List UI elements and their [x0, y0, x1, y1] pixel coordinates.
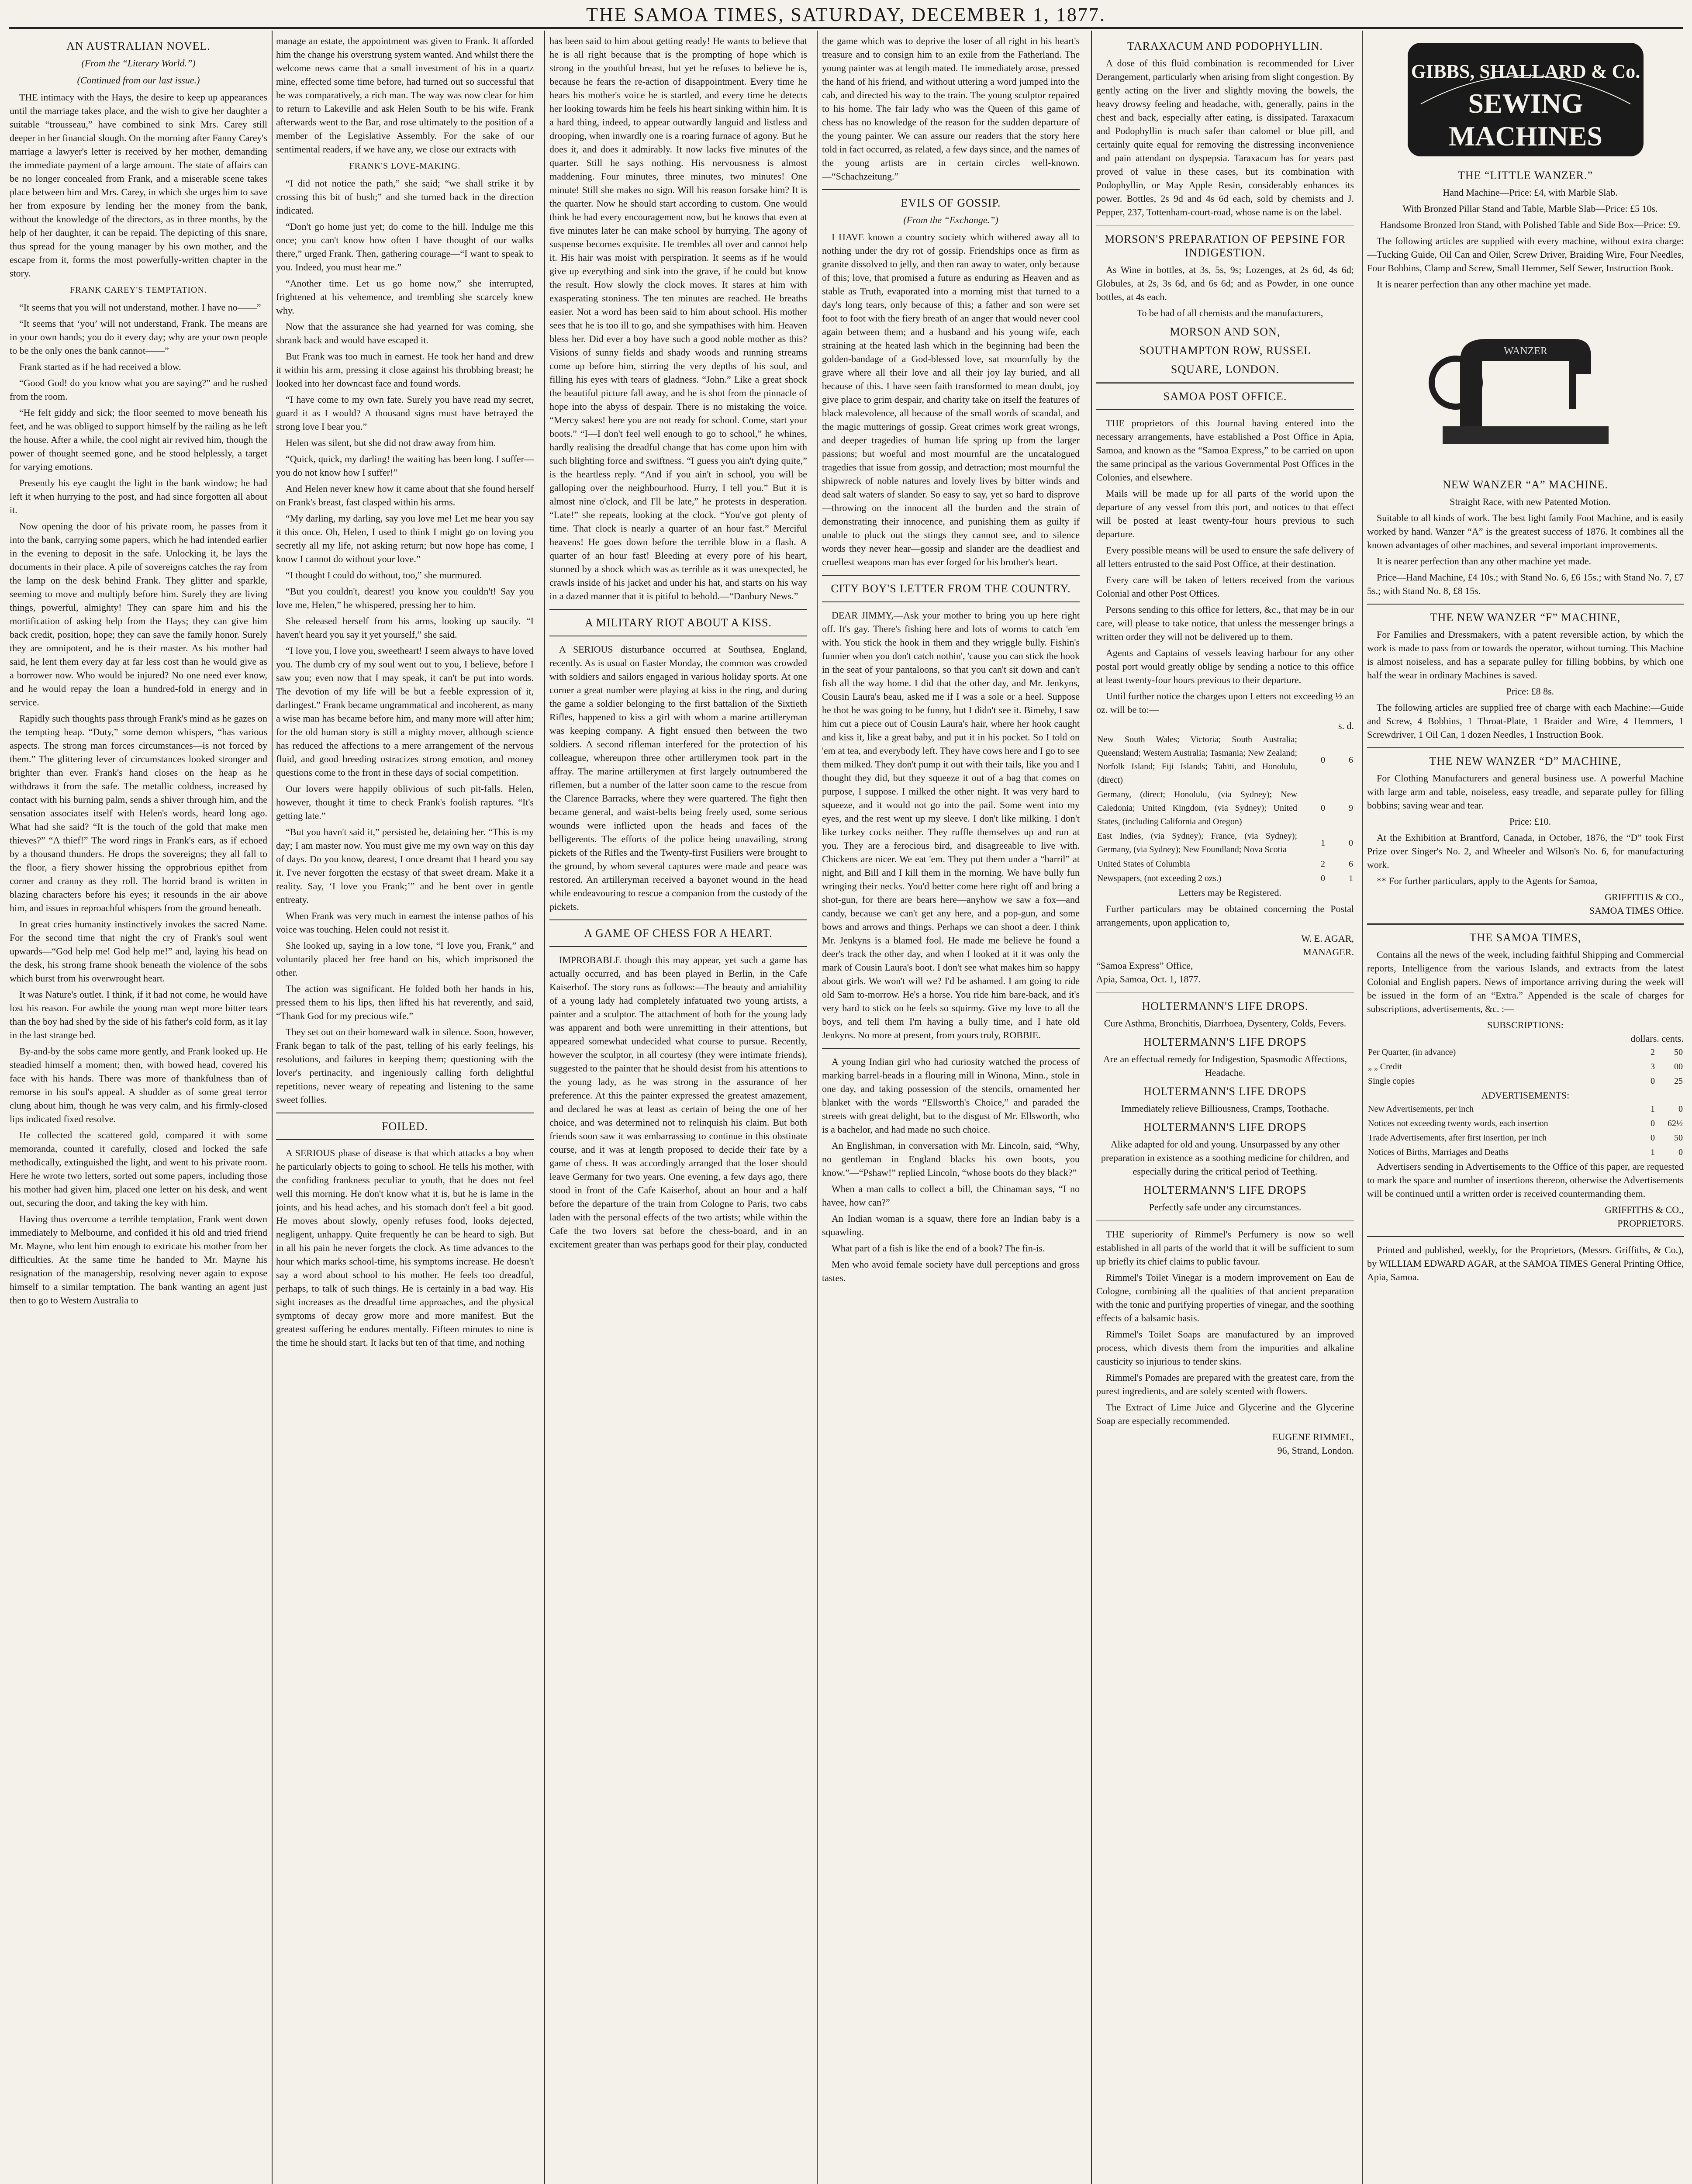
rate-row [1096, 733, 1354, 788]
ad-address: SOUTHAMPTON ROW, RUSSEL [1139, 344, 1311, 357]
section-divider [822, 189, 1080, 190]
subscription-row [1367, 1074, 1684, 1089]
paragraph: For Families and Dressmakers, with a patent reversible action, by which the work is made to pass from or towards the operator, without turning. This Machine is almost noiseless, and has a separate pulley for filling bobbins, by which one half the wear in ordinary Machines is saved. [1367, 629, 1684, 681]
column-6 [1367, 34, 1684, 2184]
paragraph: She looked up, saying in a low tone, “I love you, Frank,” and voluntarily placed her free hand on his, which imprisoned the other. [276, 940, 534, 978]
rate-row-s: 2 [1321, 859, 1325, 869]
rate-row-dest: Germany, (direct; Honolulu, (via Sydney); New Caledonia; United Kingdom, (via Sydney); United States, (including California and Oregon) [1097, 790, 1297, 826]
rate-row-d: 9 [1349, 803, 1353, 813]
paragraph: The following articles are supplied free of charge with each Machine:—Guide and Screw, 4 Bobbins, 1 Throat-Plate, 1 Braider and Wire, 4 Hemmers, 1 Screwdriver, 1 Oil Can, 1 dozen Needles, 1 Instruction Book. [1367, 702, 1684, 740]
paragraph: “I love you, I love you, sweetheart! I seem always to have loved you. The dumb cry of my soul went out to you, I believe, before I saw you; even now that I may speak, it can't be put into words. The devotion of my life will be but a feeble expression of it, darlingest.” Frank became ungrammatical and incoherent, as many a wise man has became before him, and many more will after him; for the old human story is still a mighty mover, although science has reduced the affections to a mere arrangement of the nervous fluid, and good breeding ostracizes strong emotion, and money questions come to the front in these days of social competition. [276, 645, 534, 778]
paragraph: “I have come to my own fate. Surely you have read my secret, guard it as I would? A thousand signs must have betrayed the strong love I bear you.” [276, 394, 534, 432]
subscription-row-dollars: 0 [1651, 1076, 1655, 1086]
signature-address: 96, Strand, London. [1277, 1445, 1354, 1456]
rate-row [1096, 857, 1354, 871]
paragraph: “But you havn't said it,” persisted he, detaining her. “This is my day; I am master now. You must give me my own way on this day of days. Do you know, dearest, I once dreamt that I heard you say it. I've never forgotten the ecstasy of that sweet dream. Make it a reality. Say, ‘I love you Frank;’” and he bent over in gentle entreaty. [276, 826, 534, 905]
column-4 [822, 34, 1080, 2184]
paragraph: Rapidly such thoughts pass through Frank's mind as he gazes on the tempting heap. “Duty,” some demon whispers, “has various aspects. The strong man forces circumstances—is not forced by them.” The glittering lever of circumstances looked stronger and brighter than ever. Frank's hand closes on the heap as he withdraws it from the safe. The metallic coldness, increased by contact with his burning palm, sends a shiver through him, and the sensation associates itself with Helen's words, heard long ago. What had she said? “It is the touch of the gold that make men thieves?” “A thief!” The word rings in Frank's ears, as if echoed by a thousand thunders. He drops the sovereigns; they all fall to the floor, a fiery shower hissing the opprobrious epithet from corner and cranny as they roll. The horrid brand is written in blazing characters before his eyes; it resounds in the air above him, and issues in reproachful whispers from the ground beneath. [10, 713, 267, 913]
rate-row-dest: East Indies, (via Sydney); France, (via Sydney); Germany, (via Sydney); New Foundland; Nova Scotia [1097, 831, 1297, 854]
sewing-machine-illustration [1425, 295, 1626, 470]
ad-title: THE NEW WANZER “F” MACHINE, [1430, 611, 1621, 624]
paragraph: “He felt giddy and sick; the floor seemed to move beneath his feet, and he was obliged to support himself by the railing as he left the house. After a while, the cool night air revived him, though the power of thought seemed gone, and he stood helplessly, a target for varying emotions. [10, 407, 267, 472]
ad-title: HOLTERMANN'S LIFE DROPS [1143, 1036, 1307, 1048]
section-divider [1367, 604, 1684, 605]
paragraph: It is nearer perfection than any other machine yet made. [1377, 279, 1592, 290]
rate-row-dest: New South Wales; Victoria; South Australia; Queensland; Western Australia; Tasmania; New Zealand; Norfolk Island; Fiji Islands; Tahiti, and Honolulu, (direct) [1097, 735, 1297, 785]
paragraph: A SERIOUS disturbance occurred at Southsea, England, recently. As is usual on Easter Monday, the common was crowded with soldiers and sailors engaged in various holiday sports. At one corner a great number were playing at kiss in the ring, and during the game a soldier belonging to the first battalion of the Sixtieth Rifles, happened to kiss a girl with whom a marine artilleryman was keeping company. A fight ensued then between the two soldiers. A second rifleman interfered for the protection of his colleague, whereupon three other artillerymen took part in the affray. The marine artillerymen at first largely outnumbered the riflemen, but a number of the latter soon came to the rescue from the Clarence Barracks, where they were quartered. The fight then became general, and waist-belts being freely used, some serious wounds were inflicted upon the heads and faces of the belligerents. The efforts of the police being unavailing, strong pickets of the Rifles and the Twenty-first Fusiliers were brought to the ground, by whom several captures were made and peace was restored. An artilleryman received a bayonet wound in the head while endeavouring to rescue a companion from the custody of the pickets. [549, 644, 807, 912]
paragraph: Price—Hand Machine, £4 10s.; with Stand No. 6, £6 15s.; with Stand No. 7, £7 5s.; with Stand No. 8, £8 15s. [1367, 572, 1684, 596]
paragraph: “My darling, my darling, say you love me! Let me hear you say it this once. Oh, Helen, I used to think I might go on loving you secretly all my life, not asking return; but now hope has come, I know I cannot do without your love.” [276, 513, 534, 564]
article-continued: (Continued from our last issue.) [77, 75, 200, 86]
paragraph: The Extract of Lime Juice and Glycerine and the Glycerine Soap are especially recommended. [1096, 1402, 1354, 1426]
advertisements-header: ADVERTISEMENTS: [1481, 1090, 1570, 1101]
signature-title: MANAGER. [1303, 947, 1354, 957]
advert-row-cents: 0 [1678, 1104, 1683, 1114]
paragraph: “But you couldn't, dearest! you know you couldn't! Say you love me, Helen,” he whispered, pressing her to him. [276, 586, 534, 610]
paragraph: They set out on their homeward walk in silence. Soon, however, Frank began to talk of the past, telling of his early feelings, his resolutions, and failures in keeping them; questioning with the lover's pertinacity, and ingeniously calling forth delightful repetitions, never weary of repeating and listening to the same sweet follies. [276, 1026, 534, 1105]
paragraph: A dose of this fluid combination is recommended for Liver Derangement, particularly when arising from slight congestion. By gently acting on the liver and slightly moving the bowels, the heavy drowsy feeling and headache, with, generally, pains in the chest and back, especially after eating, is dissipated. Taraxacum and Podophyllin is much safer than calomel or blue pill, and certainly quite equal for removing the distressing inconvenience and pain attendant on dyspepsia. Taraxacum has for years past proved of value in these cases, but its combination with Podophyllin, or May Apple Resin, considerably enhances its power. Bottles, 2s 9d and 4s 6d each, sold by chemists and J. Pepper, 237, Tottenham-court-road, whose name is on the label. [1096, 58, 1354, 218]
subscriptions-header: SUBSCRIPTIONS: [1487, 1019, 1564, 1030]
paragraph: “Good God! do you know what you are saying?” and he rushed from the room. [10, 377, 267, 402]
section-divider [1096, 992, 1354, 993]
paragraph: Every care will be taken of letters received from the various Colonial and other Post Offices. [1096, 574, 1354, 599]
section-divider [1096, 225, 1354, 226]
paragraph: Advertisers sending in Advertisements to the Office of this paper, are requested to mark the space and number of insertions thereon, otherwise the Advertisements will be continued until a written order is received countermanding them. [1367, 1161, 1684, 1199]
paragraph: To be had of all chemists and the manufacturers, [1136, 308, 1323, 318]
ad-sub: Cure Asthma, Bronchitis, Diarrhoea, Dysentery, Colds, Fevers. [1104, 1018, 1347, 1029]
advert-row [1367, 1131, 1684, 1145]
signature-name: W. E. AGAR, [1301, 933, 1354, 944]
article-title: CITY BOY'S LETTER FROM THE COUNTRY. [831, 582, 1071, 595]
paragraph: “It seems that ‘you’ will not understand, Frank. The means are in your own hands; you do it every day; why are your own people to be the only ones the bank cannot——” [10, 318, 267, 356]
ad-sub: Alike adapted for old and young. Unsurpassed by any other preparation in existence as a soothing medicine for children, and especially during the critical period of Teething. [1101, 1139, 1350, 1177]
paragraph: And Helen never knew how it came about that she found herself on Frank's breast, fast clasped within his arms. [276, 483, 534, 508]
paragraph: Now that the assurance she had yearned for was coming, she shrank back and would have escaped it. [276, 321, 534, 346]
signature-title: SAMOA TIMES Office. [1589, 905, 1684, 916]
paragraph: DEAR JIMMY,—Ask your mother to bring you up here right off. It's gay. There's fishing here and lots of worms to catch 'em with. You stick the hook in them and they wriggle bully. Fishin's funnier when you don't catch nothin', 'cause you can stick the hook in the seat of your pantaloons, so that you can't sit down and can't fish all the way home. I did that the other day, and Mr. Jenkyns, Cousin Laura's beau, asked me if I was a sole or a heel. Suppose he thot he was going to be funny, but I didn't see it. Bimeby, I saw him cut a piece out of Cousin Laura's hair, where her hook caught and kiss it, like a great baby, and put it in his pocket. So I told on 'em at tea, and everybody left. They have cows here and I go to see them milked. They don't pump it out with their tails, like you and I thought they did, but they squeeze it out of a bag that comes on purpose, I suppose. I milked the other night. It was very hard to squeeze, and it would not go into the pail. Some went into my eyes, and the rest went up my sleeve. I don't like milking. I don't like turkey cocks neither. They ruffle themselves up and run at you. They are a ferocious bird, and disagreeable to live with. Chickens are nicer. We eat 'em. They put them under a “barril” at night, and Bill and I kill them in the morning. We have bully fun wringing their necks. You'd better come here right off and bring a shot-gun, for there are bears here—anyhow we saw a fox—and candy, because we can't get any here, and a pop-gun, and some bows and arrows and things. Perhaps we can shoot a deer. I think Mr. Jenkyns is a blamed fool. He made me believe he found a deer's track the other day, and when I looked at it it was only the mark of Cousin Laura's boot. I don't see what makes him so happy about girls. We won't will we? I'd be ashamed. I am going to ride old Sam to-morrow. He's a horse. You ride him bare-back, and it's very hard to stick on he feels so squirmy. Give my love to all the boys, and tell them I'm having a bully time, and I hate old Jenkyns. No more at present, from yours truly, ROBBIE. [822, 610, 1080, 1040]
ad-title: NEW WANZER “A” MACHINE. [1443, 478, 1608, 491]
office-line: “Samoa Express” Office, [1096, 960, 1193, 971]
ad-sub: Immediately relieve Billiousness, Cramps, Toothache. [1121, 1103, 1329, 1114]
advert-row-label: New Advertisements, per inch [1368, 1104, 1474, 1114]
rate-row-dest: United States of Columbia [1097, 859, 1190, 869]
paragraph: An Indian woman is a squaw, there fore an Indian baby is a squawling. [822, 1213, 1080, 1237]
rate-row [1096, 829, 1354, 857]
paragraph: THE intimacy with the Hays, the desire to keep up appearances until the marriage takes place, and the wish to give her daughter a suitable “trousseau,” have combined to sink Mrs. Carey still deeper in her financial slough. On the morning after Fanny Carey's marriage a lawyer's letter is received by her mother, demanding the immediate payment of a large amount. The state of affairs can be no longer concealed from Frank, and a miserable scene takes place between him and Mrs. Carey, in which she urges him to save her from exposure by lending her the money from the bank, without the knowledge of the directors, as in three months, by the help of her daughter, it can be repaid. The depicting of this snare, thus spread for the young manager by his own mother, and the escape from it, forms the most powerfully-written chapter in the story. [10, 92, 267, 279]
advert-row-cents: 50 [1674, 1133, 1683, 1143]
paragraph: “Quick, quick, my darling! the waiting has been long. I suffer—you do not know how I suffer!” [276, 453, 534, 478]
paragraph: “I did not notice the path,” she said; “we shall strike it by crossing this bit of bush;” and she turned back in the direction indicated. [276, 178, 534, 216]
paragraph: An Englishman, in conversation with Mr. Lincoln, said, “Why, no gentleman in England blacks his own boots, you know.”—“Pshaw!” replied Lincoln, “whose boots do they black?” [822, 1140, 1080, 1178]
section-divider [549, 946, 807, 947]
logo-line-1: GIBBS, SHALLARD & Co. [1411, 61, 1640, 82]
paragraph: Price: £8 8s. [1506, 686, 1554, 697]
paragraph: When Frank was very much in earnest the intense pathos of his voice was touching. Helen could not resist it. [276, 910, 534, 935]
paragraph: has been said to him about getting ready! He wants to believe that he is all right because that is the prompting of hope which is strong in the youthful breast, but yet he refuses to believe he is, because he fears the re-action of disappointment. Every time he hears his mother's voice he is startled, and every time he detects her looking towards him he feels his heart sinking within him. It is a hard thing, indeed, to appear outwardly languid and listless and drooping, when inwardly one is a roaring furnace of agony. But he does it, and does it admirably. It now lacks five minutes of the quarter. Still he says nothing. His nervousness is almost maddening. Four minutes, three minutes, two minutes! One minute! Still she makes no sign. Will his reason forsake him? It is the quarter. Now he should start according to custom. One would think he had every encouragement now, but he knows that even at five minutes later he can make school by hurrying. The agony of suspense becomes exquisite. He trembles all over and cannot help it. His hair was moist with perspiration. It seems as if he would give up everything and sink into the grave, if he could but know the result. How slowly the clock moves. It stares at him with exasperating stoniness. The ten minutes are reached. He breaths easier. Not a word has been said to him about school. His mother sees that he is too ill to go, and she sympathises with him. Heaven bless her. Did ever a boy have such a good noble mother as this? Visions of sunny fields and shady woods and running streams come up before him, stirring the very depths of his soul, and filling his eyes with tears of gladness. “John.” Like a great shock the beautiful picture fall away, and he is shot from the pinnacle of hope into the abyss of despair. There is no mistaking the voice. “Mercy sakes! here you are not ready for school. Come, start your boots.” “I—I don't feel well enough to go to school,” he whines, hardly realising the dreadful change that has come upon him with such blighting force and swiftness. “I guess you ain't dying quite,” is the heartless reply. “And if you ain't in school, you will be galloping over the neighbourhood. Hurry, I tell you.” But it is almost nine o'clock, and I'll be late,” he protests in desperation. “Late!” she repeats, looking at the clock. “You've got plenty of time. That clock is nearly a quarter of an hour fast.” Merciful heavens! He goes down before the terrible blow in a flash. A quarter of an hour fast! Bleeding at every pore of his heart, stunned by a shock which was as terrible as it was unexpected, he crawls inside of his jacket and under his hat, and starts on his way in a dazed manner that it is pitiful to behold.—“Danbury News.” [549, 35, 807, 601]
paragraph: He collected the scattered gold, compared it with some memoranda, counted it carefully, closed and locked the safe methodically, extinguished the light, and went to his private room. Here he wrote two letters, sorted out some papers, including those his mother had given him, placed one letter on his desk, and went out, securing the door, and taking the key with him. [10, 1130, 267, 1208]
paragraph: Having thus overcome a terrible temptation, Frank went down immediately to Melbourne, and confided it his old and tried friend Mr. Mayne, who lent him enough to extricate his mother from her difficulties. At the same time he handed to Mr. Mayne his resignation of the managership, resolving never again to expose himself to a similar temptation. The bank wanting an agent just then to go to Western Australia to [10, 1213, 267, 1306]
ad-title: HOLTERMANN'S LIFE DROPS [1143, 1121, 1307, 1133]
advert-row [1367, 1145, 1684, 1160]
rate-row-d: 6 [1349, 755, 1353, 765]
machine-label: WANZER [1503, 346, 1547, 357]
advert-row-label: Notices not exceeding twenty words, each insertion [1368, 1119, 1548, 1128]
section-divider [822, 1048, 1080, 1049]
rate-row-d: 0 [1349, 838, 1353, 848]
ad-address: SQUARE, LONDON. [1171, 363, 1280, 376]
sewing-machine-icon [1425, 295, 1626, 470]
signature-name: EUGENE RIMMEL, [1272, 1431, 1354, 1442]
paragraph: Mails will be made up for all parts of the world upon the departure of any vessel from this port, and notices to that effect will be posted at least twenty-four hours previous to such departure. [1096, 488, 1354, 539]
section-divider [822, 575, 1080, 576]
sewing-machines-logo [1403, 38, 1648, 161]
rate-row-dest: Newspapers, (not exceeding 2 ozs.) [1097, 874, 1222, 883]
column-5 [1096, 34, 1354, 2184]
paragraph: Contains all the news of the week, including faithful Shipping and Commercial reports, Intelligence from the various Islands, and extracts from the latest Colonial and English papers. News of importance arriving during the week will be issued in the form of an “Extra.” Appended is the scale of charges for subscriptions, advertisements, &c. :— [1367, 949, 1684, 1014]
paragraph: It was Nature's outlet. I think, if it had not come, he would have lost his reason. For awhile the young man wept more bitter tears than the boy had shed by the side of his father's cold form, as it lay in the last strange bed. [10, 989, 267, 1040]
masthead-rule [9, 27, 1683, 29]
subscription-row-label: Single copies [1368, 1076, 1415, 1086]
date-line: Apia, Samoa, Oct. 1, 1877. [1096, 974, 1201, 985]
paragraph: “Another time. Let us go home now,” she interrupted, frightened at his vehemence, and trembling she scarcely knew why. [276, 278, 534, 316]
ad-title: MORSON'S PREPARATION OF PEPSINE FOR INDIGESTION. [1105, 233, 1346, 259]
advert-row [1367, 1102, 1684, 1116]
subscription-row-label: Per Quarter, (in advance) [1368, 1047, 1456, 1057]
paragraph: “Don't go home just yet; do come to the hill. Indulge me this once; you can't know how often I have thought of our walks there,” urged Frank. Then, gathering courage—“I want to speak to you. Indeed, you must hear me.” [276, 221, 534, 273]
rate-row-d: 1 [1349, 874, 1353, 883]
column-1 [10, 34, 267, 2184]
paragraph: The following articles are supplied with every machine, without extra charge:—Tucking Guide, Oil Can and Oiler, Screw Driver, Braiding Wire, Four Needles, Four Bobbins, Clamp and Screw, Small Hemmer, Self Sewer, Instruction Book. [1367, 235, 1684, 273]
paragraph: Men who avoid female society have dull perceptions and gross tastes. [822, 1259, 1080, 1283]
subscription-row-dollars: 2 [1651, 1047, 1655, 1057]
column-rule [544, 31, 545, 2184]
rate-row-d: 6 [1349, 859, 1353, 869]
paragraph: Every possible means will be used to ensure the safe delivery of all letters entrusted to the said Post Office, at their destination. [1096, 545, 1354, 569]
logo-emblem [1403, 38, 1648, 161]
paragraph: The action was significant. He folded both her hands in his, pressed them to his lips, then lifted his hat reverently, and said, “Thank God for my precious wife.” [276, 983, 534, 1021]
paragraph: Rimmel's Pomades are prepared with the greatest care, from the purest ingredients, and are solely scented with flowers. [1096, 1372, 1354, 1396]
paragraph: Further particulars may be obtained concerning the Postal arrangements, upon application to, [1096, 903, 1354, 928]
column-rule [1091, 31, 1092, 2184]
paragraph: As Wine in bottles, at 3s, 5s, 9s; Lozenges, at 2s 6d, 4s 6d; Globules, at 2s, 3s 6d, and 6s 6d; and as Powder, in one ounce bottles, at 4s each. [1096, 264, 1354, 302]
signature-name: GRIFFITHS & CO., [1605, 1204, 1684, 1215]
ad-sub: Perfectly safe under any circumstances. [1149, 1202, 1302, 1213]
advert-row-cents: 62½ [1668, 1119, 1683, 1128]
logo-line-2: SEWING [1468, 88, 1583, 119]
column-2 [276, 34, 534, 2184]
paragraph: Handsome Bronzed Iron Stand, with Polished Table and Side Box—Price: £9. [1380, 219, 1681, 230]
ad-title: THE SAMOA TIMES, [1469, 931, 1582, 944]
subscription-row-label: „ „ Credit [1368, 1062, 1402, 1071]
paragraph: Rimmel's Toilet Vinegar is a modern improvement on Eau de Cologne, combining all the qualities of that ancient preparation with the tonic and purifying properties of vinegar, and the soothing effects of a balsamic basis. [1096, 1272, 1354, 1324]
paragraph: Agents and Captains of vessels leaving harbour for any other postal port would greatly oblige by sending a notice to this office at least twenty-four hours previous to their departure. [1096, 647, 1354, 685]
ad-title: TARAXACUM AND PODOPHYLLIN. [1127, 40, 1323, 52]
paragraph: A SERIOUS phase of disease is that which attacks a boy when he particularly objects to going to school. He tells his mother, with the confiding frankness peculiar to youth, that he does not feel well this morning. He don't know what it is, but he is lame in the joints, and his head aches, and his stomach don't feel a bit good. He moves about slowly, openly refuses food, looks dejected, negligent, unhappy. Quite frequently he can be heard to sigh. But in all his pain he never forgets the clock. As time advances to the hour which marks school-time, his symptoms increase. He doesn't say a word about school to his mother. He feels too dreadful, perhaps, to talk of such things. He is certainly in a bad way. His sight increases as the dreadful time approaches, and the physical symptoms of decay grow more and more manifest. But the greatest suffering he endures mentally. Fifteen minutes to nine is the time he should start. It lacks but ten of that time, and nothing [276, 1147, 534, 1348]
paragraph: For Clothing Manufacturers and general business use. A powerful Machine with large arm and table, noiseless, easy treadle, and separate pulley for filling bobbins; saving wear and tear. [1367, 773, 1684, 811]
ad-title: HOLTERMANN'S LIFE DROPS [1143, 1184, 1307, 1196]
paragraph: IMPROBABLE though this may appear, yet such a game has actually occurred, and has been played in Berlin, in the Cafe Kaiserhof. The story runs as follows:—The beauty and amiability of a young lady had completely infatuated two young artists, a painter and a sculptor. The attachment of both for the young lady was apparent and both were unremitting in their attentions, but appeared somewhat undecided what course to pursue. Recently, however the sculptor, in all courtesy (they were intimate friends), suggested to the painter that he should desist from his attentions to the young lady, as he was strong in the assurance of her preference. At this the painter expressed the greatest amazement, and declared he was at least as certain of being the one of her choice, and was determined not to relinquish his claim. But both friends soon saw it was embarrassing to continue in this obstinate course, and it was at length proposed to decide their fate by a game of chess. It was accordingly arranged that the loser should leave Germany for two years. One evening, a few days ago, there stood in front of the Cafe Kaiserhof, about an hour and a half before the departure of the train from Cologne to Paris, two cabs laden with the personal effects of the two artists; while within the Cafe the two lovers sat before the chess-board, and in an excitement greater than was perhaps good for their play, conducted [549, 954, 807, 1250]
rates-header: s. d. [1338, 720, 1354, 731]
section-subhead: FRANK CAREY'S TEMPTATION. [70, 285, 207, 295]
subscription-row [1367, 1045, 1684, 1060]
advert-row-label: Trade Advertisements, after first insertion, per inch [1368, 1133, 1547, 1143]
paragraph: Straight Race, with new Patented Motion. [1450, 496, 1611, 507]
paragraph: By-and-by the sobs came more gently, and Frank looked up. He steadied himself a moment; then, with bowed head, covered his face with his hands. There was more of thankfulness than of remorse in his soul's appeal. A shudder as of some great terror clung about him, though he was very calm, and his firmly-closed lips indicated fixed resolve. [10, 1046, 267, 1124]
paragraph: Price: £10. [1509, 816, 1551, 827]
rate-row [1096, 871, 1354, 886]
column-3 [549, 34, 807, 2184]
signature-title: PROPRIETORS. [1617, 1218, 1684, 1229]
section-divider [1367, 747, 1684, 748]
section-divider [1367, 1236, 1684, 1237]
advert-row-dollars: 0 [1651, 1133, 1655, 1143]
paragraph: Suitable to all kinds of work. The best light family Foot Machine, and is easily worked by hand. Wanzer “A” is the greatest success of 1876. It combines all the known advantages of other machines, and several important improvements. [1367, 512, 1684, 550]
subscription-row-cents: 25 [1674, 1076, 1683, 1086]
ad-firm: MORSON AND SON, [1170, 325, 1281, 338]
ad-title: HOLTERMANN'S LIFE DROPS [1143, 1085, 1307, 1098]
paragraph: Persons sending to this office for letters, &c., that may be in our care, will please to take notice, that unless the messenger brings a written order they will not be delivered up to them. [1096, 604, 1354, 642]
paragraph: With Bronzed Pillar Stand and Table, Marble Slab—Price: £5 10s. [1402, 203, 1658, 214]
paragraph: At the Exhibition at Brantford, Canada, in October, 1876, the “D” took First Prize over Singer's No. 2, and Wheeler and Wilson's No. 6, for manufacturing work. [1367, 832, 1684, 870]
paragraph: It is nearer perfection than any other machine yet made. [1377, 556, 1592, 567]
article-title: EVILS OF GOSSIP. [901, 197, 1001, 209]
subscription-row-cents: 50 [1674, 1047, 1683, 1057]
section-divider [1367, 923, 1684, 925]
units-header: dollars. cents. [1630, 1033, 1684, 1044]
paragraph: In great cries humanity instinctively invokes the sacred Name. For the second time that night the cry of Frank's soul went upwards—“God help me! God help me!” and, laying his head on the desk, his strong frame shook beneath the violence of the sobs which burst from his overwrought heart. [10, 919, 267, 984]
subscription-row-cents: 00 [1674, 1062, 1683, 1071]
logo-line-3: MACHINES [1448, 121, 1602, 152]
section-divider [1096, 382, 1354, 384]
paragraph: “It seems that you will not understand, mother. I have no——” [19, 302, 261, 313]
ad-title: SAMOA POST OFFICE. [1163, 390, 1287, 403]
article-title: A GAME OF CHESS FOR A HEART. [584, 927, 773, 940]
article-source: (From the “Exchange.”) [903, 214, 998, 225]
column-rule [817, 31, 818, 2184]
advert-row-dollars: 1 [1651, 1104, 1655, 1114]
article-title: A MILITARY RIOT ABOUT A KISS. [584, 616, 772, 629]
article-source: (From the “Literary World.”) [81, 58, 196, 69]
subscriptions-table [1367, 1045, 1684, 1089]
advert-row [1367, 1116, 1684, 1131]
paragraph: Our lovers were happily oblivious of such pit-falls. Helen, however, thought it time to check Frank's foolish raptures. “It's getting late.” [276, 783, 534, 821]
rate-row-s: 0 [1321, 874, 1325, 883]
postal-rates-table [1096, 733, 1354, 886]
paragraph: I HAVE known a country society which withered away all to nothing under the dry rot of gossip. Friendships once as firm as granite dissolved to jelly, and then ran away to water, only because of this; love, that promised a future as enduring as Heaven and as stable as Truth, evaporated into a morning mist that turned to a day's long tears, only because of this; a father and son were set foot to foot with the fiery breath of an anger that would never cool again between them; and a husband and his young wife, each straining at the heated lash which in the beginning had been the golden-bandage of a God-blessed love, sat mournfully by the grave where all their love and all their joy lay buried, and all because of this. I have seen faith transformed to mean doubt, joy give place to grim despair, and charity take on itself the features of black malevolence, all because of the small words of scandal, and the magic mutterings of gossip. Great crimes work great wrongs, and deeper tragedies of human life spring up from the larger passions; but woeful and most mournful are the uncatalogued tragedies that issue from gossip, and detraction; most mournful the shipwreck of noble natures and lovely lives by bitter winds and dead salt waters of slander. So easy to say, yet so hard to disprove—throwing on the innocent all the burden and the strain of demonstrating their innocence, and punishing them as guilty if unable to pluck out the stings they cannot see, and to silence words they never hear—gossip and slander are the deadliest and cruellest weapons man has ever forged for his brother's heart. [822, 232, 1080, 567]
article-title: AN AUSTRALIAN NOVEL. [66, 40, 211, 52]
paragraph: Rimmel's Toilet Soaps are manufactured by an improved process, which divests them from the impurities and alkaline causticity so injurious to tender skins. [1096, 1329, 1354, 1367]
imprint: Printed and published, weekly, for the Proprietors, (Messrs. Griffiths, & Co.), by WILLIAM EDWARD AGAR, at the SAMOA TIMES General Printing Office, Apia, Samoa. [1367, 1244, 1684, 1282]
subscription-row [1367, 1060, 1684, 1074]
paragraph: Helen was silent, but she did not draw away from him. [286, 437, 496, 448]
paragraph: THE superiority of Rimmel's Perfumery is now so well established in all parts of the world that it will be sufficient to sum up briefly its chief claims to public favour. [1096, 1229, 1354, 1267]
advert-row-dollars: 1 [1651, 1147, 1655, 1157]
rate-row-s: 1 [1321, 838, 1325, 848]
section-divider [549, 919, 807, 920]
paragraph: manage an estate, the appointment was given to Frank. It afforded him the change his overstrung system wanted. And whilst there the welcome news came that a small investment of his in a quartz mine, effected some time before, had turned out so successful that he was comparatively, a rich man. The way was now clear for him to return to Lakeville and ask Helen South to be his wife. Frank afterwards went to the Bar, and rose ultimately to the position of a member of the Legislative Assembly. For the sake of our sentimental readers, if we have any, we close our extracts with [276, 35, 534, 155]
paragraph: “I thought I could do without, too,” she murmured. [286, 570, 482, 581]
paragraph: What part of a fish is like the end of a book? The fin-is. [832, 1243, 1045, 1254]
section-divider [1096, 1220, 1354, 1221]
section-divider [822, 601, 1080, 602]
article-title: FOILED. [382, 1120, 428, 1133]
column-rule [272, 31, 273, 2184]
paragraph: When a man calls to collect a bill, the Chinaman says, “I no havee, how can?” [822, 1183, 1080, 1208]
paragraph: She released herself from his arms, looking up saucily. “I haven't heard you say it yet yourself,” she said. [276, 615, 534, 640]
paragraph: Frank started as if he had received a blow. [19, 361, 181, 372]
paragraph: the game which was to deprive the loser of all right in his heart's treasure and to consign him to an exile from the Fatherland. The young painter was at length mated. He immediately arose, pressed the hand of his friend, and without uttering a word jumped into the cab, and directed his way to the train. The young sculptor repaired to his home. The fair lady who was the Queen of this game of chess has no knowledge of the reason for the sudden departure of the young painter. We can assure our readers that the story here told in fact occurred, as related, a few days since, and the names of the young artists are in certain circles well-known.—“Schachzeitung.” [822, 35, 1080, 182]
ad-title: HOLTERMANN'S LIFE DROPS. [1142, 1000, 1309, 1013]
paragraph: Hand Machine—Price: £4, with Marble Slab. [1443, 187, 1618, 198]
ad-title: THE “LITTLE WANZER.” [1457, 169, 1593, 182]
paragraph: But Frank was too much in earnest. He took her hand and drew it within his arm, pressing it close against his throbbing breast; he looked into her downcast face and found words. [276, 351, 534, 389]
ad-sub: Are an effectual remedy for Indigestion, Spasmodic Affections, Headache. [1103, 1054, 1347, 1078]
advertisements-table [1367, 1102, 1684, 1160]
rate-row [1096, 788, 1354, 829]
advert-row-label: Notices of Births, Marriages and Deaths [1368, 1147, 1509, 1157]
paragraph: ** For further particulars, apply to the Agents for Samoa, [1377, 875, 1598, 886]
paragraph: Now opening the door of his private room, he passes from it into the bank, carrying some papers, which he had intended earlier in the evening to deposit in the safe. Unlocking it, he lays the documents in their place. A pile of sovereigns catches the ray from the lamp on the desk behind Frank. They glitter and sparkle, seeming to move and multiply before him. Surely they are living things, powerful, almighty! They can spare him and his the mortification of asking help from the Hays; they can give him back credit, position, hope; they can save the family honor. Surely they are omnipotent, and he is their master. As his mother had said, he lent them every day at far less cost than he would give as a borrower now. Who would be injured? No one need ever know, and he would repay the loan a hundred-fold in energy and in service. [10, 521, 267, 708]
rate-row-s: 0 [1321, 803, 1325, 813]
paragraph: Letters may be Registered. [1178, 887, 1281, 898]
section-divider [549, 609, 807, 610]
paragraph: Until further notice the charges upon Letters not exceeding ½ an oz. will be to:— [1096, 691, 1354, 715]
subscription-row-dollars: 3 [1651, 1062, 1655, 1071]
section-divider [276, 1139, 534, 1140]
advert-row-cents: 0 [1678, 1147, 1683, 1157]
paragraph: THE proprietors of this Journal having entered into the necessary arrangements, have established a Post Office in Apia, Samoa, and known as the “Samoa Express,” to be carried on upon the same principal as the various Governmental Post Offices in the Colonies, and elsewhere. [1096, 418, 1354, 483]
section-subhead: FRANK'S LOVE-MAKING. [349, 161, 461, 171]
page-masthead: THE SAMOA TIMES, SATURDAY, DECEMBER 1, 1877. [586, 4, 1106, 25]
column-rule [1362, 31, 1363, 2184]
rate-row-s: 0 [1321, 755, 1325, 765]
paragraph: A young Indian girl who had curiosity watched the process of marking barrel-heads in a flouring mill in Winona, Minn., stole in one day, and taking possession of the stencils, ornamented her blanket with the words “Ellsworth's Choice,” and paraded the streets with great delight, but to the disgust of Mr. Ellsworth, who is a bachelor, and had made no such choice. [822, 1056, 1080, 1135]
advert-row-dollars: 0 [1651, 1119, 1655, 1128]
section-divider [1096, 409, 1354, 410]
ad-title: THE NEW WANZER “D” MACHINE, [1429, 755, 1622, 767]
signature-name: GRIFFITHS & CO., [1605, 892, 1684, 902]
paragraph: Presently his eye caught the light in the bank window; he had left it when hurrying to the post, and had since forgotten all about it. [10, 477, 267, 515]
